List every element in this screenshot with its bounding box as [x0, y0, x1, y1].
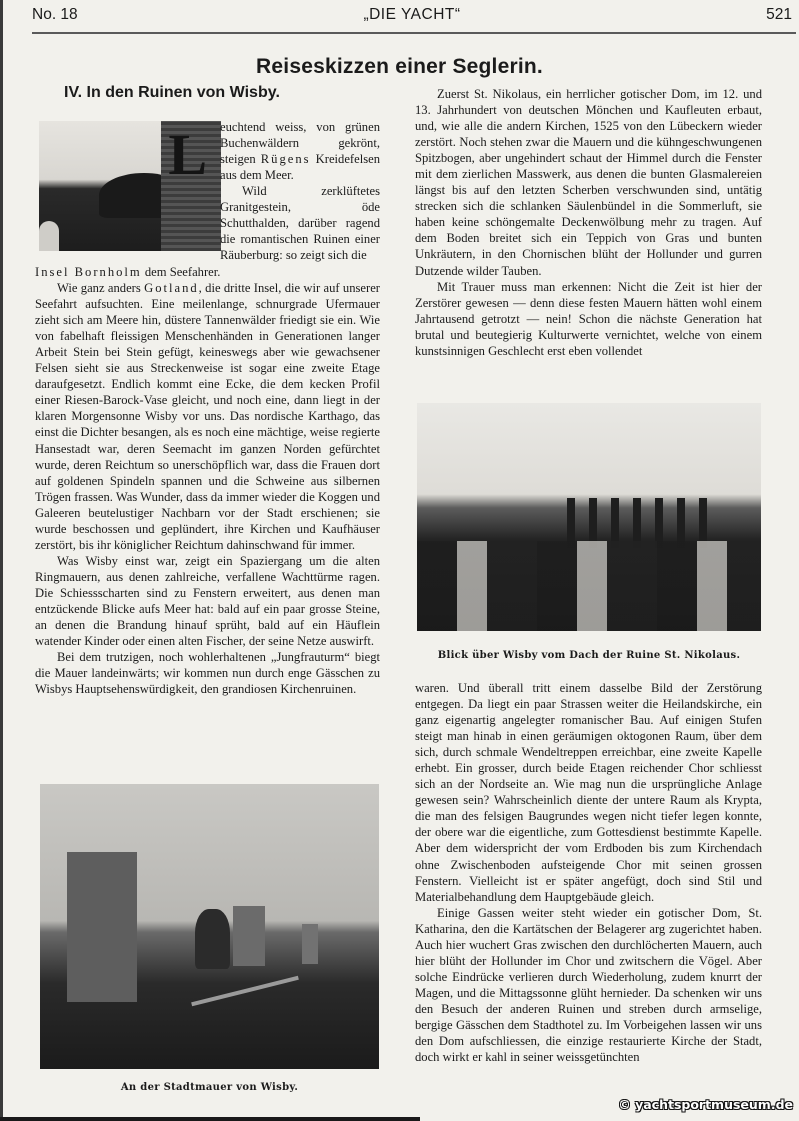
bornholm-rest: dem Seefahrer.	[144, 265, 221, 279]
caption-city-wall: An der Stadtmauer von Wisby.	[120, 1082, 299, 1093]
photo-city-wall	[40, 784, 379, 1069]
intro-paragraph	[220, 119, 380, 183]
gotland-spaced: Gotland	[144, 281, 199, 296]
photo-tower-third	[302, 924, 318, 964]
paragraph-jungfrauturm: Bei dem trutzigen, noch wohlerhaltenen „Jungfrauturm“ biegt die Mauer landeinwärts; wir kommen nun durch enge Gässchen zu Wisbys Hauptsehenswürdigkeit, den grandiosen Kirchenruinen.	[35, 650, 380, 697]
caption-view-over-wisby: Blick über Wisby vom Dach der Ruine St. Nikolaus.	[437, 650, 741, 661]
paragraph-waren: waren. Und überall tritt einem dasselbe Bild der Zerstörung entgegen. Da liegt ein paar Strassen weiter die Heilandskirche, ein ganz eigenartig angelegter romanischer Bau. Auf einigen Stufen steigt man hinab in einen geräumigen oktogonen Raum, über dem sich, durch schmale Wendeltreppen erreichbar, eine zweite Kapelle erhebt. Ein grosser, durch beide Etagen reichender Chor schliesst sich an der Nordseite an. Wie mag nun die ursprüngliche Anlage gewesen sein? Wahrscheinlich diente der untere Raum als Krypta, die man des felsigen Baugrundes wegen nicht tiefer legen konnte, der obere war die eigentliche, zum Gottesdienst bestimmte Kapelle. Aber dem widerspricht der vom Erdboden bis zum Kirchendach ohne Zwischenboden aufsteigende Chor mit seinen grossen Fenstern. Vielleicht ist er später angefügt, doch sind Stil und Materialbehandlung dem Hauptgebäude gleich.	[415, 681, 762, 904]
photo-tower-second	[233, 906, 265, 966]
photo-tower-main	[67, 852, 137, 1002]
paragraph-spaziergang: Was Wisby einst war, zeigt ein Spaziergang um die alten Ringmauern, aus denen zahlreiche, verfallene Wachttürme ragen. Die Schiessscharten sind zu Fenstern erweitert, aus denen man entzückende Blicke aufs Meer hat: bald auf ein paar grosse Steine, an denen die Brandung hinauf sprüht, bald auf ein Häuflein watender Kinder oder einen alten Fischer, der seine Netze auswirft.	[35, 553, 380, 649]
issue-number: No. 18	[32, 6, 78, 23]
bornholm-spaced: Insel Bornholm	[35, 265, 142, 279]
photo-path	[191, 976, 299, 1006]
article-subtitle: IV. In den Ruinen von Wisby.	[64, 84, 280, 101]
scan-edge-left	[0, 0, 3, 1121]
paragraph-nikolaus: Zuerst St. Nikolaus, ein herrlicher gotischer Dom, im 12. und 13. Jahrhundert von deutschen Mönchen und Kaufleuten erbaut, und, wie alle die andern Kirchen, 1525 von den Lübeckern wieder zerstört. Noch stehen zwar die Mauern und die kühngeschwungenen Spitzbogen, aber ungehindert schaut der Himmel durch die Fenster mit dem zierlichen Masswerk, aus denen die bunten Glasmalereien längst bis auf den letzten Scherben verschwunden sind, untätig strecken sich die schlanken Säulenbündel in die Sommerluft, sie haben keine schöngemalte Deckenwölbung mehr zu tragen. Auf dem Boden breitet sich ein Teppich von Gras und bunten Unkräutern, in den Chornischen blüht der Hollunder und gurren Dutzende wilder Tauben.	[415, 87, 762, 278]
magazine-name: „DIE YACHT“	[363, 6, 461, 23]
intro-text: euchtend weiss, von grünen Buchenwäldern gekrönt, steigen	[220, 120, 380, 167]
paragraph-wild: Wild zerklüftetes Granitgestein, öde Schutthalden, darüber ragend die romantischen Ruinen einer Räuberburg: so zeigt sich die	[220, 184, 380, 263]
photo-view-over-wisby	[417, 403, 761, 631]
paragraph-trauer: Mit Trauer muss man erkennen: Nicht die Zeit ist hier der Zerstörer gewesen — denn diese festen Mauern hätten wohl einem Jahrtausend getrotzt — nein! Schon die nächste Generation hat brutal und beutegierig Kulturwerte vernichtet, welche von einem kunstsinnigen Geschlecht erst eben vollendet	[415, 279, 762, 358]
intro-spaced-word: Rügens	[260, 152, 311, 167]
right-column-top	[415, 86, 762, 359]
watermark: © yachtsportmuseum.de	[618, 1097, 793, 1112]
gotland-text: , die dritte Insel, die wir auf unserer Seefahrt aufsuchten. Eine meilenlange, schnurgrade Ufermauer zieht sich am Meere hin, düstere Tannenwälder friedigt sie ein. Wie von fabelhaft fleissigen Menschenhänden in Generationen langer Arbeit Stein bei Stein gefügt, keineswegs aber wie gewachsener Felsen sieht sie aus Streckenweise ist sogar eine zweite Etage daraufgesetzt. Endlich kommt eine Ecke, die dem kecken Profil einer Riesen-Barock-Vase gleicht, und noch eine, dann liegt in der klaren Morgensonne Wisby vor uns. Das nordische Karthago, das einst die Dichter besangen, als es noch eine mächtige, weise regierte Hansestadt war, deren Seemacht im ganzen Norden gefürchtet wurde, deren Reichtum so unerschöpflich war, dass die Frauen dort auf goldenen Spindeln spannen und die Schweine aus silbernen Trögen frassen. Was Wunder, dass da immer wieder die Koggen und Galeeren beutelustiger Nachbarn vor der Stadt erschienen; sie wurde beschossen und geplündert, ihre Kirchen und Kaufhäuser zerstört, bis ihr königlicher Reichtum dahinschwand für immer.	[35, 281, 380, 552]
gotland-pre: Wie ganz anders	[57, 281, 141, 296]
drop-cap-letter: L	[168, 122, 207, 187]
left-column-main	[35, 264, 380, 697]
bornholm-line	[35, 264, 380, 280]
running-header	[32, 4, 792, 26]
paragraph-gassen: Einige Gassen weiter steht wieder ein gotischer Dom, St. Katharina, den die Kartätschen der Belagerer arg zugerichtet haben. Auch hier wuchert Gras zwischen den durchlöcherten Mauern, auch hier blüht der Hollunder im Chor und zwitschern die Vögel. Aber solche Eindrücke verlieren durch Wiederholung, zudem knurrt der Magen, und die Mittagssonne glüht hernieder. Da schenken wir uns den Besuch der anderen Ruinen und streben durch armselige, bergige Gässchen dem Stadthotel zu. Im Vorbeigehen lassen wir uns den Dom aufschliessen, die einzige restaurierte Kirche der Stadt, doch wirkt er kahl in seiner weissgetünchten	[415, 905, 762, 1065]
header-rule	[32, 32, 796, 34]
paragraph-gotland	[35, 280, 380, 553]
photo-houses	[417, 541, 761, 631]
right-column-bottom	[415, 680, 762, 1065]
photo-trees	[195, 909, 230, 969]
scan-edge-bottom	[0, 1117, 420, 1121]
article-title: Reiseskizzen einer Seglerin.	[256, 55, 543, 78]
left-column-intro	[35, 119, 380, 263]
page-number: 521	[766, 6, 792, 23]
intro-rest: Kreidefelsen aus dem Meer.	[220, 152, 380, 183]
